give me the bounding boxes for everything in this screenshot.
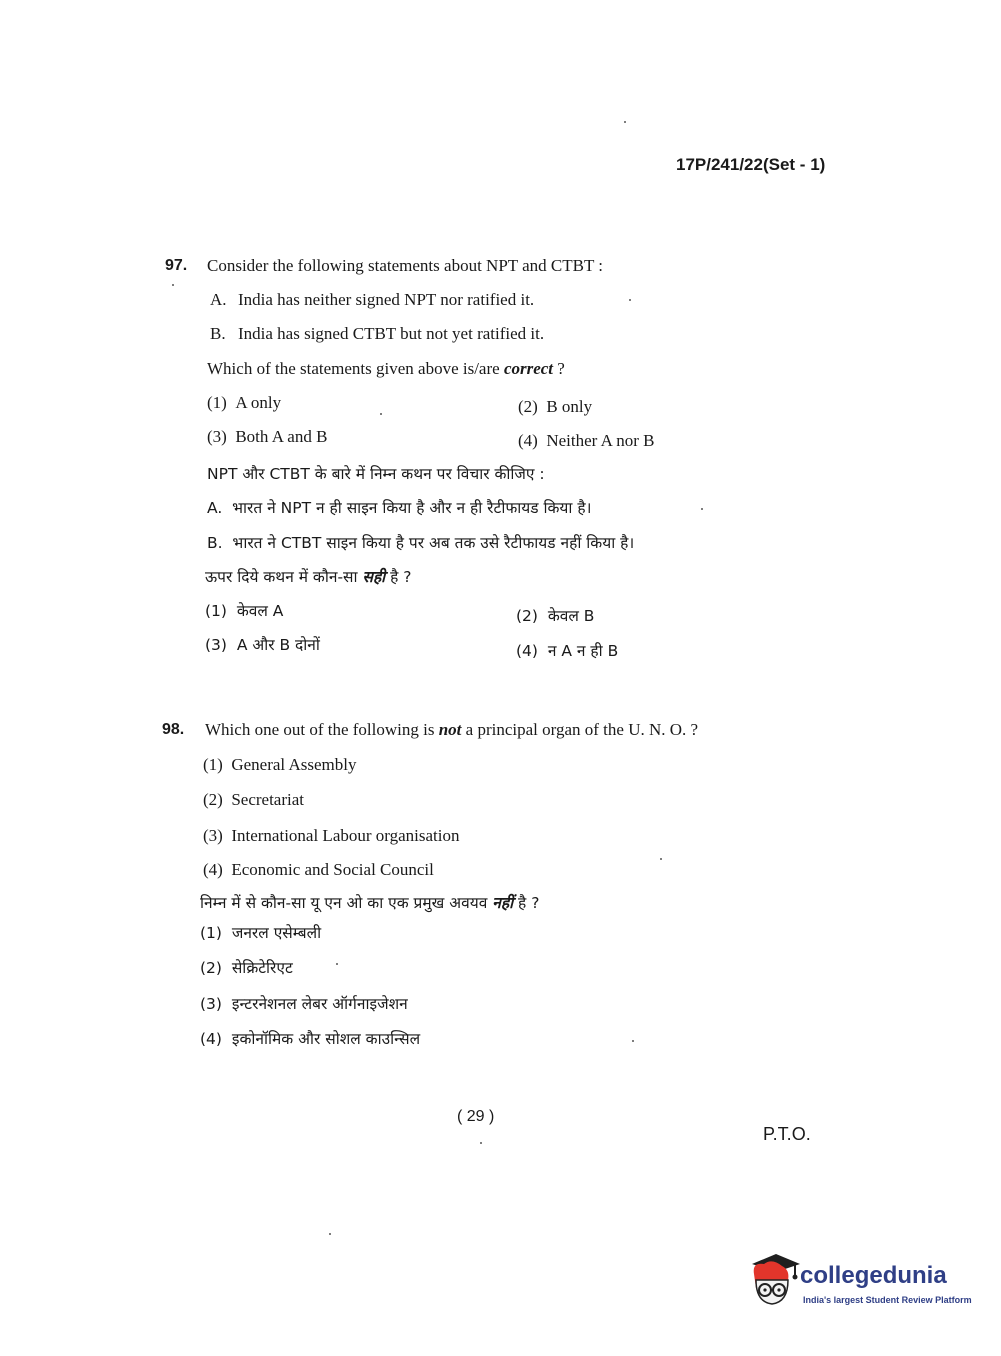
hindi-question-prompt: ऊपर दिये कथन में कौन-सा सही है ? <box>205 568 412 586</box>
logo-tagline: India's largest Student Review Platform <box>803 1295 972 1305</box>
scan-speck <box>480 1142 482 1144</box>
option-1: (1) A only <box>207 393 282 412</box>
question-number: 97. <box>165 257 188 274</box>
option-2: (2) Secretariat <box>203 790 305 809</box>
scan-speck <box>336 963 338 965</box>
option-3: (3) Both A and B <box>207 427 328 446</box>
scan-speck <box>172 284 174 286</box>
scan-speck <box>701 508 703 510</box>
logo-wordmark: collegedunia <box>800 1262 947 1289</box>
page-number: ( 29 ) <box>457 1108 495 1125</box>
scan-speck <box>632 1040 634 1042</box>
scan-speck <box>329 1233 331 1235</box>
scan-speck <box>624 121 626 123</box>
hindi-option-4: (4) न A न ही B <box>516 642 619 660</box>
statement-b-text: India has signed CTBT but not yet ratified it. <box>238 324 545 343</box>
hindi-option-3: (3) A और B दोनों <box>205 636 320 654</box>
scan-speck <box>660 858 662 860</box>
option-4: (4) Neither A nor B <box>518 431 655 450</box>
hindi-option-2: (2) सेक्रिटेरिएट <box>200 959 293 977</box>
scan-speck <box>629 299 631 301</box>
hindi-option-3: (3) इन्टरनेशनल लेबर ऑर्गनाइजेशन <box>200 995 408 1013</box>
hindi-statement-b: B. भारत ने CTBT साइन किया है पर अब तक उसे रैटीफायड नहीं किया है। <box>207 534 635 552</box>
option-1: (1) General Assembly <box>203 755 357 774</box>
hindi-stem: निम्न में से कौन-सा यू एन ओ का एक प्रमुख अवयव नहीं है ? <box>200 894 540 912</box>
statement-a-text: India has neither signed NPT nor ratified it. <box>238 290 535 309</box>
pto-label: P.T.O. <box>763 1124 811 1144</box>
collegedunia-logo <box>742 1250 972 1312</box>
hindi-stem: NPT और CTBT के बारे में निम्न कथन पर विचार कीजिए : <box>207 465 545 483</box>
option-3: (3) International Labour organisation <box>203 826 460 845</box>
option-4: (4) Economic and Social Council <box>203 860 434 879</box>
option-2: (2) B only <box>518 397 593 416</box>
question-stem: Which one out of the following is not a principal organ of the U. N. O. ? <box>205 720 699 739</box>
hindi-option-2: (2) केवल B <box>516 607 595 625</box>
question-stem: Consider the following statements about NPT and CTBT : <box>207 256 604 275</box>
statement-b-letter: B. <box>210 324 226 343</box>
hindi-option-1: (1) जनरल एसेम्बली <box>200 924 322 942</box>
hindi-option-1: (1) केवल A <box>205 602 284 620</box>
statement-a-letter: A. <box>210 290 227 309</box>
paper-code: 17P/241/22(Set - 1) <box>676 155 826 174</box>
hindi-statement-a: A. भारत ने NPT न ही साइन किया है और न ही रैटीफायड किया है। <box>207 499 592 517</box>
hindi-option-4: (4) इकोनॉमिक और सोशल काउन्सिल <box>200 1030 421 1048</box>
mascot-icon <box>742 1250 802 1312</box>
question-number: 98. <box>162 721 185 738</box>
scan-speck <box>380 413 382 415</box>
question-prompt: Which of the statements given above is/are correct ? <box>207 359 565 378</box>
